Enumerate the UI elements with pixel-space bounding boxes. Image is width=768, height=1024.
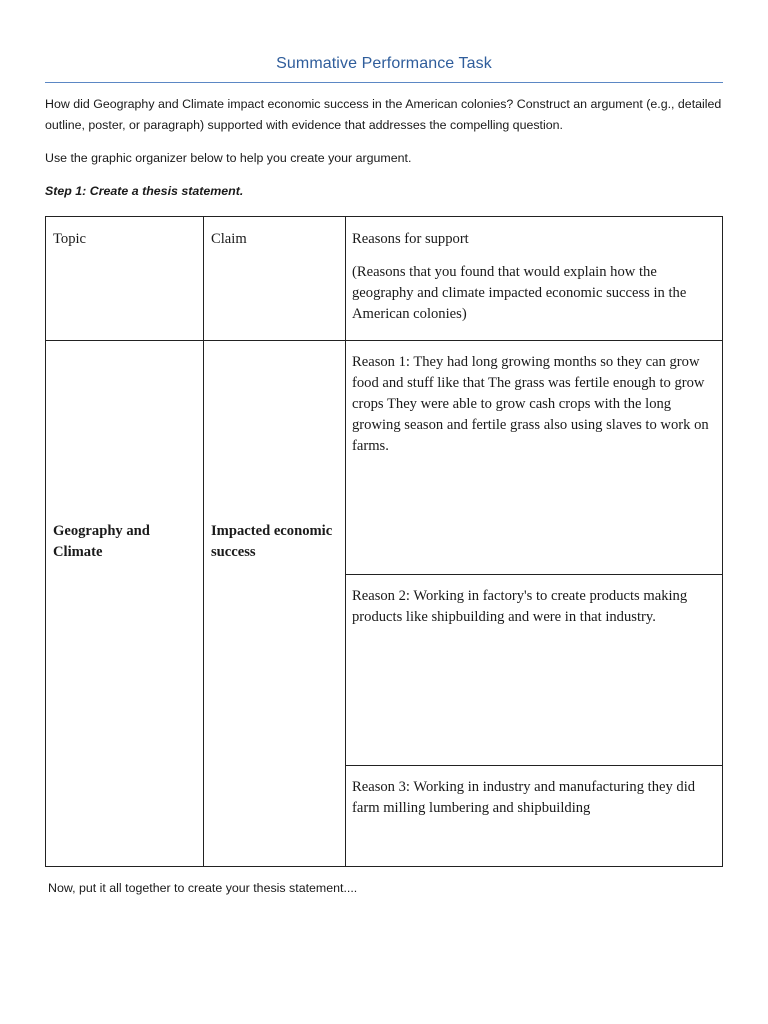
graphic-organizer-table <box>45 216 723 867</box>
closing-paragraph: Now, put it all together to create your thesis statement.... <box>48 881 358 895</box>
reason-3-cell: Reason 3: Working in industry and manufacturing they did farm milling lumbering and shipbuilding <box>352 779 696 816</box>
intro-paragraph: How did Geography and Climate impact economic success in the American colonies? Construct an argument (e.g., detailed outline, poster, or paragraph) supported with evidence that addresses the compelling question. <box>45 97 722 132</box>
step-heading: Step 1: Create a thesis statement. <box>45 184 244 198</box>
row-divider <box>345 574 723 575</box>
reason-1-cell: Reason 1: They had long growing months so they can grow food and stuff like that The grass was fertile enough to grow crops They were able to grow cash crops with the long growing season and fertile grass also using slaves to work on farms. <box>352 354 709 454</box>
row-divider <box>345 765 723 766</box>
column-divider <box>345 217 346 866</box>
page-title: Summative Performance Task <box>276 55 492 72</box>
title-divider <box>45 82 723 83</box>
header-topic: Topic <box>53 231 87 247</box>
header-claim: Claim <box>211 231 247 247</box>
column-divider <box>203 217 204 866</box>
header-reasons-note: (Reasons that you found that would explain how the geography and climate impacted economic success in the American colonies) <box>352 264 687 322</box>
row-divider <box>46 340 723 341</box>
header-reasons: Reasons for support <box>352 231 469 247</box>
topic-cell: Geography and Climate <box>53 523 150 560</box>
claim-cell: Impacted economic success <box>211 523 333 560</box>
instruction-paragraph: Use the graphic organizer below to help you create your argument. <box>45 151 412 165</box>
reason-2-cell: Reason 2: Working in factory's to create products making products like shipbuilding and were in that industry. <box>352 588 688 625</box>
